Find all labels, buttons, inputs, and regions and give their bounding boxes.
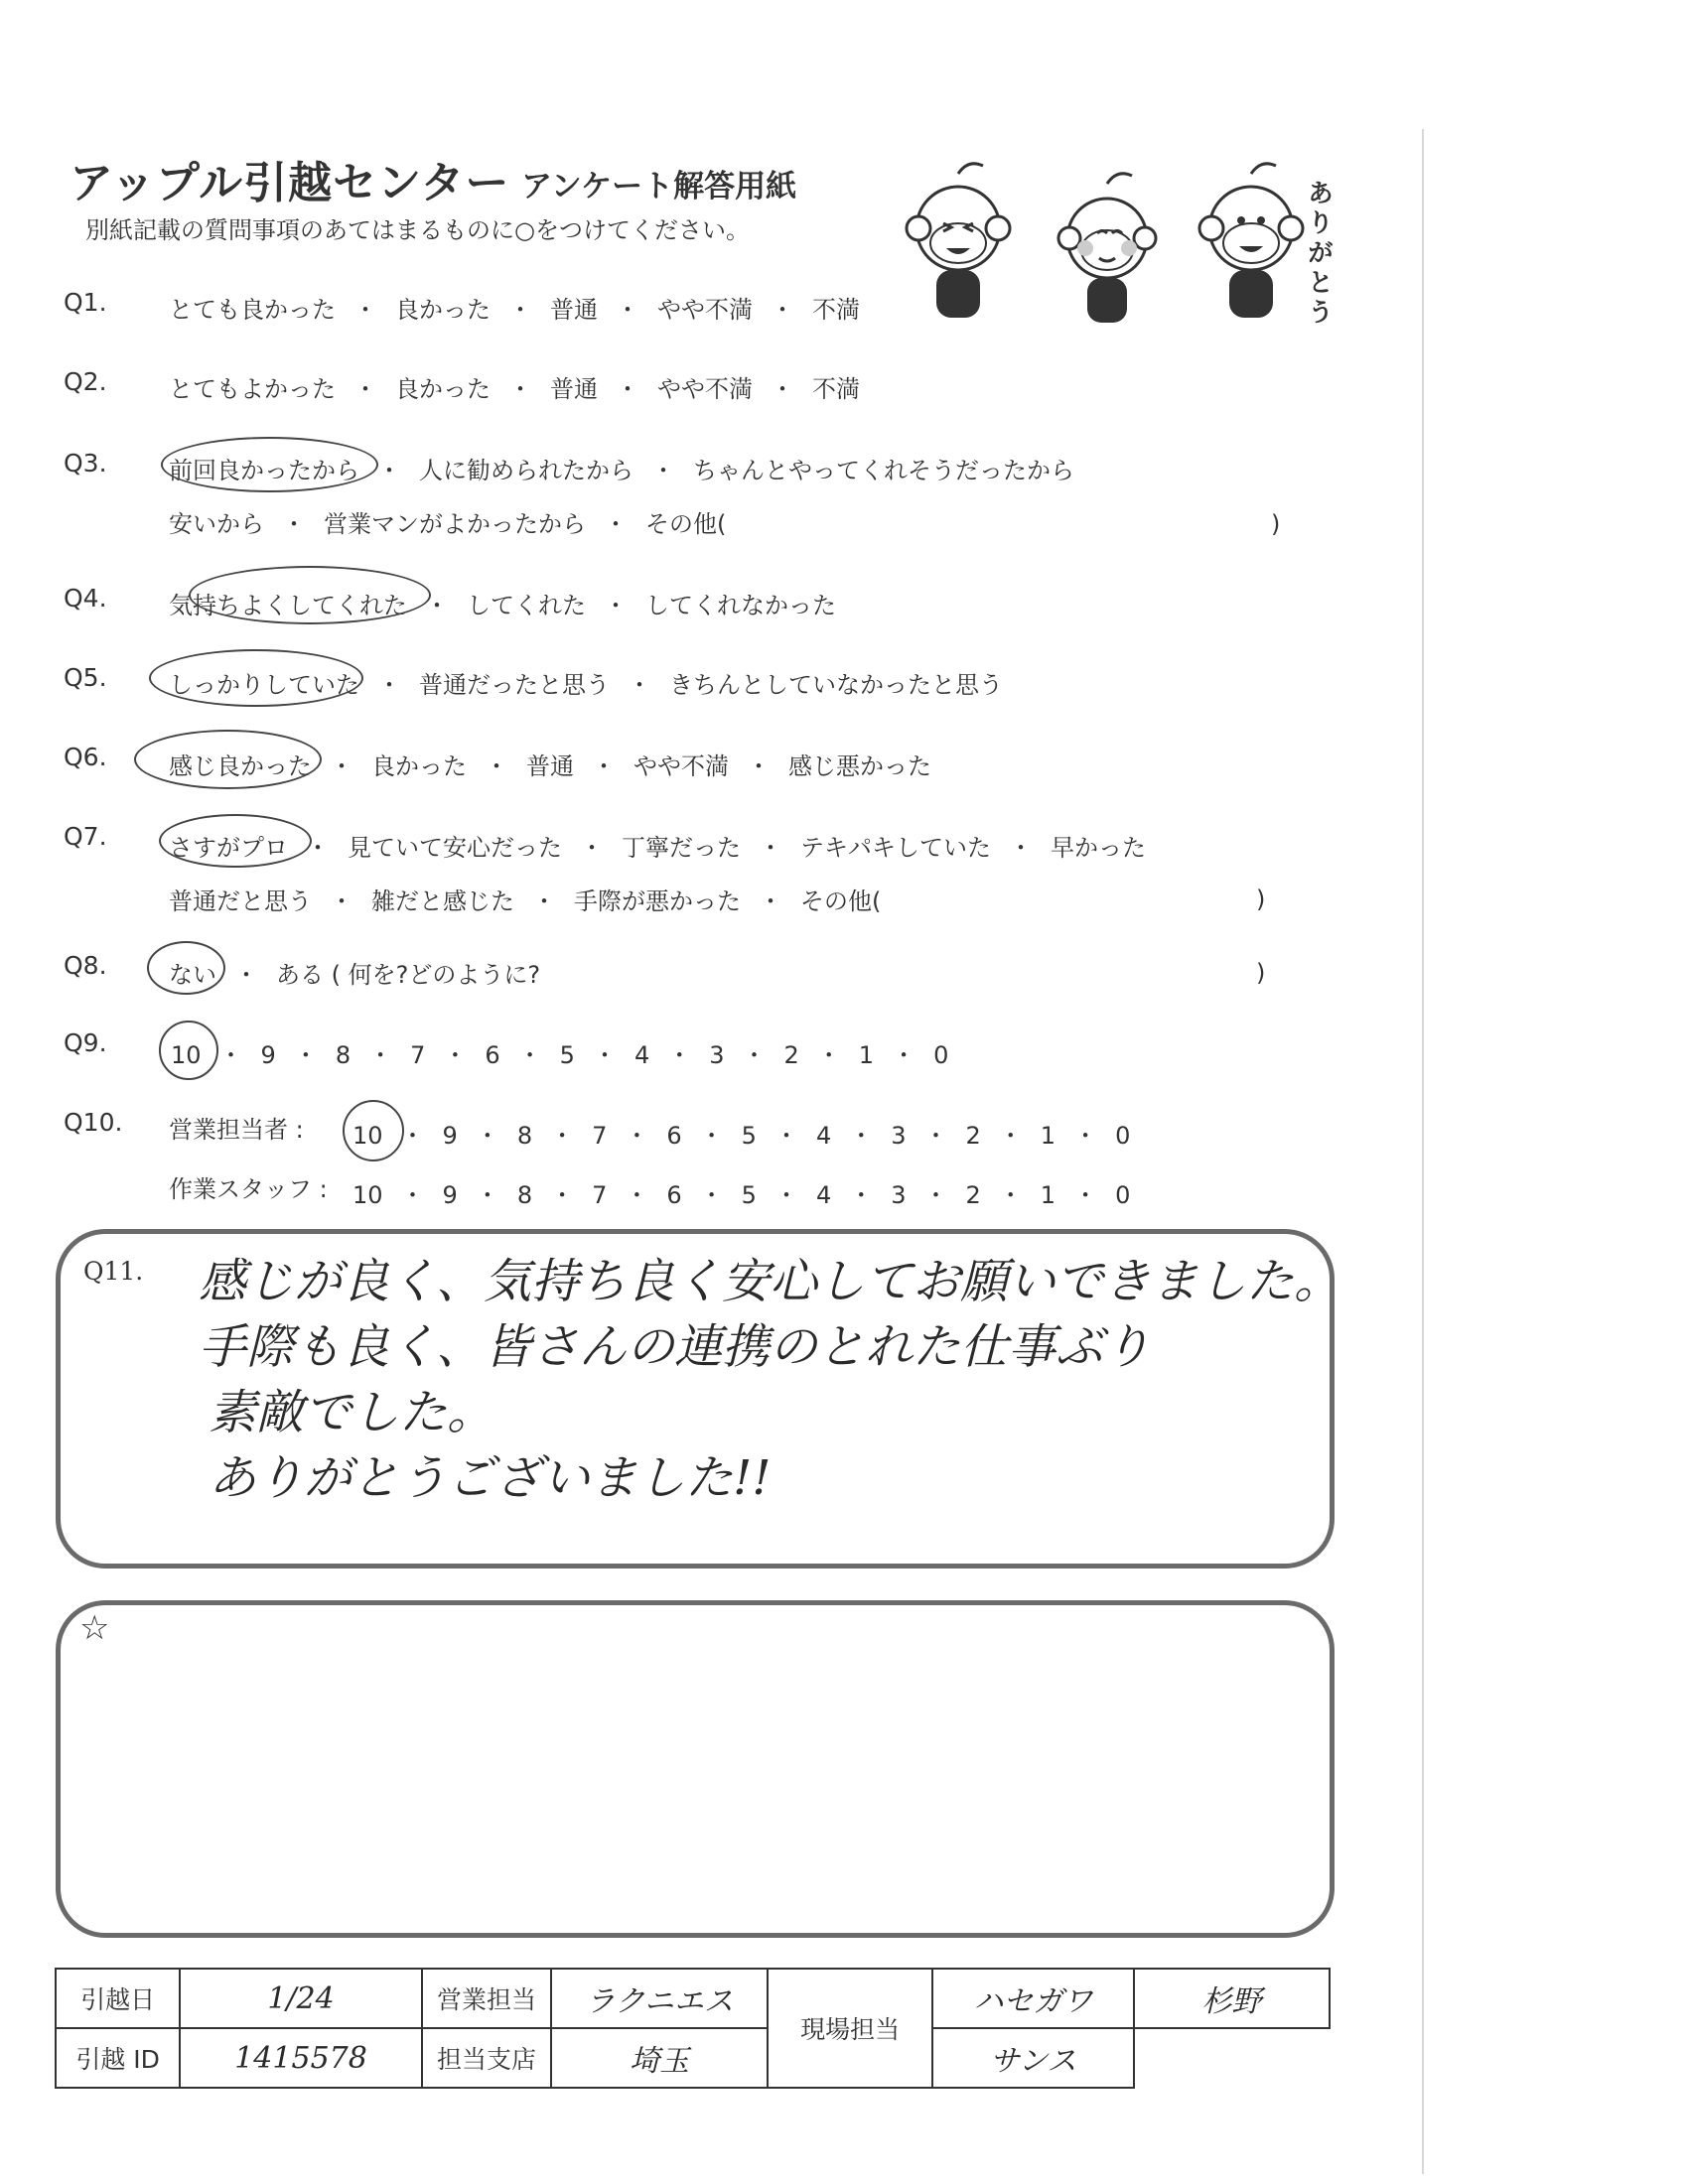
q3-option[interactable]: ちゃんとやってくれそうだったから (693, 457, 1074, 484)
q3-selection-circle (161, 437, 378, 492)
q4-option[interactable]: してくれなかった (645, 592, 836, 619)
q5-option[interactable]: しっかりしていた (169, 671, 359, 699)
q4-label: Q4. (64, 584, 107, 613)
q2-option[interactable]: とてもよかった (169, 375, 336, 403)
q10-sales-option[interactable]: 10 (352, 1122, 383, 1150)
move-date-label: 引越日 (56, 1969, 180, 2028)
q10-staff-option[interactable]: 7 (592, 1181, 608, 1209)
q2-option[interactable]: 良かった (395, 375, 491, 403)
branch-value[interactable]: 埼玉 (551, 2028, 768, 2088)
q1-option[interactable]: やや不満 (657, 296, 753, 324)
q7-label: Q7. (64, 822, 107, 851)
monkey-blushing-icon (1058, 174, 1156, 323)
q8-label: Q8. (64, 951, 107, 980)
q5-option[interactable]: きちんとしていなかったと思う (669, 671, 1003, 699)
star-icon: ☆ (79, 1608, 110, 1648)
company-title: アップル引越センター (70, 158, 510, 208)
q4-option[interactable]: 気持ちよくしてくれた (169, 592, 407, 619)
q3-label: Q3. (64, 449, 107, 478)
q10-sales-option[interactable]: 8 (516, 1122, 533, 1150)
q9-option[interactable]: 6 (485, 1041, 500, 1069)
q9-option[interactable]: 9 (260, 1041, 276, 1069)
q9-option[interactable]: 4 (633, 1041, 650, 1069)
q11-handwritten-line: 感じが良く、気持ち良く安心してお願いできました。 (199, 1254, 1342, 1309)
q7-selection-circle (159, 814, 312, 868)
q1-label: Q1. (64, 288, 107, 317)
q10-sales-option[interactable]: 3 (891, 1122, 907, 1150)
q10-sales-option[interactable]: 1 (1040, 1122, 1056, 1150)
q5-label: Q5. (64, 663, 107, 692)
q9-option[interactable]: 0 (933, 1041, 949, 1069)
move-id-value[interactable]: 1415578 (180, 2028, 421, 2088)
empty-cell (1134, 2028, 1330, 2088)
site-rep-label: 現場担当 (768, 1969, 932, 2088)
thanks-vertical-text: ありがとう (1308, 179, 1334, 327)
q7-option[interactable]: 丁寧だった (622, 834, 741, 862)
q1-option[interactable]: 普通 (550, 296, 598, 324)
sales-rep-label: 営業担当 (422, 1969, 551, 2028)
q6-option[interactable]: 良かった (371, 752, 467, 780)
q3-option[interactable]: その他( (645, 510, 727, 538)
q5-option[interactable]: 普通だったと思う (419, 671, 610, 699)
q8-selection-circle (147, 941, 225, 995)
q7-option[interactable]: 普通だと思う (169, 887, 312, 915)
q9-option[interactable]: 2 (783, 1041, 799, 1069)
q10-staff-option[interactable]: 8 (516, 1181, 533, 1209)
q7-option[interactable]: その他( (800, 887, 882, 915)
move-id-label: 引越 ID (56, 2028, 180, 2088)
q6-option[interactable]: 普通 (526, 752, 574, 780)
q10-sales-option[interactable]: 4 (815, 1122, 832, 1150)
page-edge-line (1422, 129, 1424, 2174)
q7-option[interactable]: 早かった (1051, 834, 1146, 862)
q11-handwritten-line: 素敵でした。 (209, 1385, 495, 1440)
q2-option[interactable]: 普通 (550, 375, 598, 403)
q1-option[interactable]: 不満 (812, 296, 860, 324)
q6-options: 感じ良かった ・ 良かった ・ 普通 ・ やや不満 ・ 感じ悪かった (169, 752, 931, 780)
q10-staff-option[interactable]: 4 (815, 1181, 832, 1209)
q10-staff-option[interactable]: 0 (1115, 1181, 1131, 1209)
q10-staff-label: 作業スタッフ : (169, 1175, 328, 1203)
q3-options-line1: 前回良かったから ・ 人に勧められたから ・ ちゃんとやってくれそうだったから (169, 457, 1074, 484)
q6-label: Q6. (64, 743, 107, 771)
q7-option[interactable]: さすがプロ (169, 834, 288, 862)
q5-options: しっかりしていた ・ 普通だったと思う ・ きちんとしていなかったと思う (169, 671, 1003, 699)
monkey-smiling-icon (1199, 164, 1303, 318)
q6-option[interactable]: 感じ悪かった (788, 752, 931, 780)
q9-option[interactable]: 3 (709, 1041, 725, 1069)
q2-option[interactable]: やや不満 (657, 375, 753, 403)
q1-option[interactable]: 良かった (395, 296, 491, 324)
move-date-value[interactable]: 1/24 (180, 1969, 421, 2028)
q3-option[interactable]: 前回良かったから (169, 457, 359, 484)
q10-label: Q10. (64, 1108, 123, 1137)
q2-option[interactable]: 不満 (812, 375, 860, 403)
q10-sales-option[interactable]: 9 (442, 1122, 458, 1150)
q10-staff-option[interactable]: 9 (442, 1181, 458, 1209)
site-rep-value-1[interactable]: ハセガワ (932, 1969, 1133, 2028)
q10-sales-option[interactable]: 7 (592, 1122, 608, 1150)
q7-paren-close: ) (1256, 886, 1266, 913)
q1-option[interactable]: とても良かった (169, 296, 336, 324)
q10-staff-option[interactable]: 5 (741, 1181, 757, 1209)
q7-option[interactable]: 手際が悪かった (574, 887, 741, 915)
q10-sales-selection-circle (343, 1100, 404, 1161)
q7-option[interactable]: 見ていて安心だった (348, 834, 562, 862)
q3-option[interactable]: 安いから (169, 510, 264, 538)
q8-options: ない ・ ある ( 何を?どのように? (169, 961, 541, 989)
q4-options: 気持ちよくしてくれた ・ してくれた ・ してくれなかった (169, 592, 836, 619)
q8-option[interactable]: ある ( 何を?どのように? (276, 961, 541, 989)
q2-label: Q2. (64, 367, 107, 396)
q4-selection-circle (189, 566, 431, 624)
branch-label: 担当支店 (422, 2028, 551, 2088)
q9-label: Q9. (64, 1028, 107, 1057)
q3-option[interactable]: 営業マンがよかったから (324, 510, 586, 538)
q11-label: Q11. (83, 1257, 144, 1286)
q1-options: とても良かった ・ 良かった ・ 普通 ・ やや不満 ・ 不満 (169, 296, 860, 324)
site-rep-value-3[interactable]: サンス (932, 2028, 1133, 2088)
q10-staff-option[interactable]: 1 (1040, 1181, 1056, 1209)
q6-option[interactable]: やや不満 (633, 752, 729, 780)
monkey-laughing-icon (907, 164, 1010, 318)
q9-options: 10 ・ 9 ・ 8 ・ 7 ・ 6 ・ 5 ・ 4 ・ 3 ・ 2 ・ 1 ・ 0 (171, 1041, 949, 1069)
q8-paren-close: ) (1256, 959, 1266, 987)
q10-sales-option[interactable]: 6 (666, 1122, 682, 1150)
star-comment-box[interactable] (56, 1600, 1335, 1938)
q10-sales-option[interactable]: 5 (741, 1122, 757, 1150)
q9-selection-circle (159, 1021, 218, 1080)
q10-sales-option[interactable]: 2 (965, 1122, 981, 1150)
sales-rep-value[interactable]: ラクニエス (551, 1969, 768, 2028)
q9-option[interactable]: 8 (335, 1041, 352, 1069)
q10-sales-label: 営業担当者 : (169, 1116, 304, 1144)
q10-sales-option[interactable]: 0 (1115, 1122, 1131, 1150)
q7-options-line1: さすがプロ ・ 見ていて安心だった ・ 丁寧だった ・ テキパキしていた ・ 早かった (169, 834, 1146, 862)
form-subtitle: アンケート解答用紙 (521, 169, 797, 205)
q7-options-line2: 普通だと思う ・ 雑だと感じた ・ 手際が悪かった ・ その他( (169, 887, 882, 915)
q10-staff-option[interactable]: 6 (666, 1181, 682, 1209)
q3-options-line2: 安いから ・ 営業マンがよかったから ・ その他( (169, 510, 727, 538)
q7-option[interactable]: テキパキしていた (800, 834, 991, 862)
q6-option[interactable]: 感じ良かった (169, 752, 312, 780)
site-rep-value-2[interactable]: 杉野 (1134, 1969, 1330, 2028)
q6-selection-circle (134, 730, 322, 789)
q10-staff-option[interactable]: 2 (965, 1181, 981, 1209)
move-info-table (55, 1968, 1331, 2089)
q9-option[interactable]: 5 (559, 1041, 575, 1069)
q10-staff-option[interactable]: 3 (891, 1181, 907, 1209)
q5-selection-circle (149, 649, 363, 707)
q8-option[interactable]: ない (169, 961, 216, 989)
q9-option[interactable]: 7 (410, 1041, 426, 1069)
q10-staff-options: 10 ・ 9 ・ 8 ・ 7 ・ 6 ・ 5 ・ 4 ・ 3 ・ 2 ・ 1 ・ 0 (352, 1181, 1131, 1209)
q11-handwritten-line: ありがとうございました!! (209, 1450, 772, 1506)
q7-option[interactable]: 雑だと感じた (371, 887, 514, 915)
q4-option[interactable]: してくれた (467, 592, 586, 619)
q3-paren-close: ) (1271, 510, 1281, 538)
instruction-text: 別紙記載の質問事項のあてはまるものに○をつけてください。 (85, 216, 750, 244)
mascot-illustration (879, 159, 1326, 338)
q10-sales-options: 10 ・ 9 ・ 8 ・ 7 ・ 6 ・ 5 ・ 4 ・ 3 ・ 2 ・ 1 ・ 0 (352, 1122, 1131, 1150)
q3-option[interactable]: 人に勧められたから (419, 457, 633, 484)
q11-handwritten-line: 手際も良く、皆さんの連携のとれた仕事ぶり (199, 1319, 1152, 1375)
q9-option[interactable]: 1 (858, 1041, 875, 1069)
q10-staff-option[interactable]: 10 (352, 1181, 383, 1209)
q2-options: とてもよかった ・ 良かった ・ 普通 ・ やや不満 ・ 不満 (169, 375, 860, 403)
q9-option[interactable]: 10 (171, 1041, 202, 1069)
